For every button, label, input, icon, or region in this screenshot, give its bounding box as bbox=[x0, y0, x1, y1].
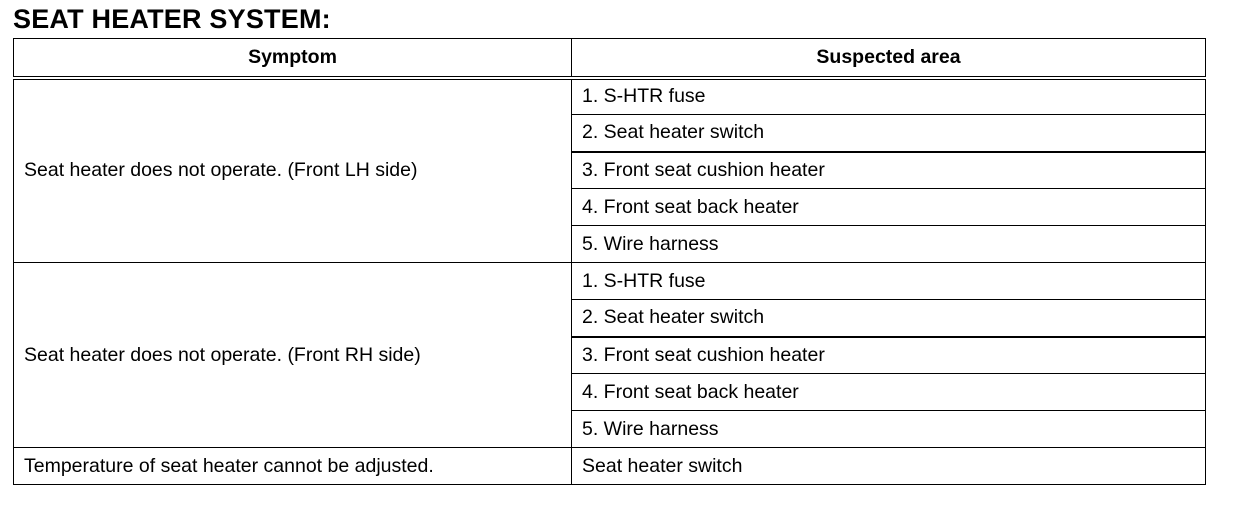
page-title: SEAT HEATER SYSTEM: bbox=[13, 4, 331, 34]
table-row bbox=[14, 448, 1206, 485]
suspected-area-cell: 5. Wire harness bbox=[572, 226, 1206, 263]
suspected-area-cell: 2. Seat heater switch bbox=[572, 115, 1206, 152]
suspected-area-cell: 5. Wire harness bbox=[572, 411, 1206, 448]
symptom-column-header: Symptom bbox=[14, 39, 572, 78]
symptom-cell: Seat heater does not operate. (Front RH side) bbox=[14, 263, 572, 448]
suspected-area-cell: 4. Front seat back heater bbox=[572, 374, 1206, 411]
suspected-area-cell: Seat heater switch bbox=[572, 448, 1206, 485]
suspected-area-cell: 1. S-HTR fuse bbox=[572, 78, 1206, 115]
table-row bbox=[14, 78, 1206, 115]
symptom-cell: Seat heater does not operate. (Front LH side) bbox=[14, 78, 572, 263]
suspected-area-cell: 2. Seat heater switch bbox=[572, 300, 1206, 337]
table-header-row bbox=[14, 39, 1206, 78]
suspected-area-cell: 1. S-HTR fuse bbox=[572, 263, 1206, 300]
symptom-table bbox=[13, 38, 1206, 485]
suspected-area-cell: 3. Front seat cushion heater bbox=[572, 152, 1206, 189]
symptom-cell: Temperature of seat heater cannot be adjusted. bbox=[14, 448, 572, 485]
suspected-area-cell: 4. Front seat back heater bbox=[572, 189, 1206, 226]
suspected-area-cell: 3. Front seat cushion heater bbox=[572, 337, 1206, 374]
suspected-area-column-header: Suspected area bbox=[572, 39, 1206, 78]
table-row bbox=[14, 263, 1206, 300]
